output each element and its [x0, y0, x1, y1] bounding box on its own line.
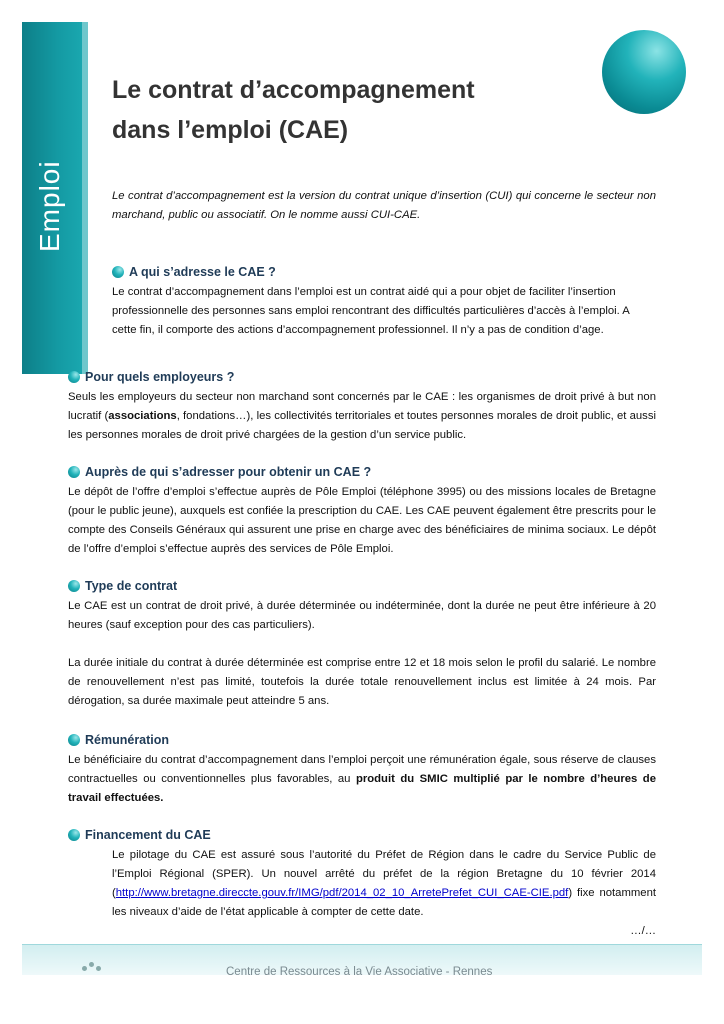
page-title [112, 70, 592, 150]
arrete-link[interactable]: http://www.bretagne.direccte.gouv.fr/IMG/pdf/2014_02_10_ArretePrefet_CUI_CAE-CIE.pdf [115, 887, 569, 899]
text-part: Seuls les employeurs du secteur non marchand sont concernés par le CAE : les organismes de droit privé à but non lucratif ( [68, 391, 656, 422]
bullet-icon [68, 371, 80, 383]
text-bold: associations [108, 410, 177, 422]
bullet-icon [68, 466, 80, 478]
intro-paragraph: Le contrat d’accompagnement est la version du contrat unique d’insertion (CUI) qui concerne le secteur non marchand, public ou associatif. On le nomme aussi CUI-CAE. [112, 190, 656, 221]
section-heading-text: Type de contrat [85, 579, 178, 593]
section-text-type-2: La durée initiale du contrat à durée déterminée est comprise entre 12 et 18 mois selon le profil du salarié. Le nombre de renouvellement n’est pas limité, toutefois la durée totale renouvellement inclus est limitée à 24 mois. Par dérogation, sa durée maximale peut atteindre 5 ans. [68, 657, 656, 707]
section-text-financement [112, 846, 656, 922]
footer-text: Centre de Ressources à la Vie Associative - Rennes [226, 966, 493, 978]
section-heading-type [68, 577, 177, 595]
section-text-type-1: Le CAE est un contrat de droit privé, à durée déterminée ou indéterminée, dont la durée ne peut être inférieure à 20 heures (sauf exception pour des cas particuliers). [68, 600, 656, 631]
bullet-icon [68, 580, 80, 592]
section-heading-employeurs [68, 368, 234, 386]
text-bold: produit du SMIC multiplié par le nombre d’heures de travail effectuées. [68, 773, 656, 804]
section-heading-text: A qui s’adresse le CAE ? [129, 265, 276, 279]
sidebar-band [22, 22, 82, 374]
title-line-1: Le contrat d’accompagnement [112, 76, 475, 104]
section-heading-text: Pour quels employeurs ? [85, 370, 235, 384]
footer-logo-icon [80, 960, 104, 974]
section-heading-a-qui [112, 263, 276, 281]
decorative-sphere-icon [602, 30, 686, 114]
text-part: Le bénéficiaire du contrat d’accompagnement dans l’emploi perçoit une rémunération égale, sous réserve de clauses contractuelles ou conventionnelles plus favorables, au [68, 754, 656, 785]
section-heading-financement [68, 826, 211, 844]
section-heading-text: Financement du CAE [85, 828, 211, 842]
section-heading-aupres [68, 463, 371, 481]
bullet-icon [68, 829, 80, 841]
section-text-a-qui: Le contrat d’accompagnement dans l’emploi est un contrat aidé qui a pour objet de faciliter l’insertion professionnelle des personnes sans emploi rencontrant des difficultés particulières d’accès à l’emploi. A cette fin, il comporte des actions d’accompagnement professionnel. Il n’y a pas de condition d’age. [112, 286, 630, 336]
continued-marker: …/… [630, 925, 656, 937]
text-part: , fondations…), les collectivités territoriales et toutes personnes morales de droit public, et aussi les personnes morales de droit privé chargées de la gestion d’un service public. [68, 410, 656, 441]
bullet-icon [68, 734, 80, 746]
bullet-icon [112, 266, 124, 278]
section-heading-remuneration [68, 731, 169, 749]
sidebar-label: Emploi [34, 160, 65, 252]
text-part: ) fixe notamment les niveaux d’aide de l’état applicable à compter de cette date. [112, 887, 656, 918]
section-heading-text: Auprès de qui s’adresser pour obtenir un CAE ? [85, 465, 372, 479]
title-line-2: dans l’emploi (CAE) [112, 116, 349, 144]
text-part: Le pilotage du CAE est assuré sous l’autorité du Préfet de Région dans le cadre du Service Public de l’Emploi Régional (SPER). Un nouvel arrêté du préfet de la région Bretagne du 10 février 2014 ( [112, 849, 656, 899]
section-text-employeurs [68, 388, 656, 445]
section-text-aupres: Le dépôt de l’offre d’emploi s’effectue auprès de Pôle Emploi (téléphone 3995) ou des missions locales de Bretagne (pour le public jeune), auxquels est confiée la prescription du CAE. Les CAE peuvent également être prescrits pour le compte des Conseils Généraux qui assurent une prise en charge avec des bénéficiaires de minima sociaux. Le dépôt de l’offre d’emploi s’effectue auprès des services de Pôle Emploi. [68, 486, 656, 555]
section-text-remuneration [68, 751, 656, 808]
section-heading-text: Rémunération [85, 733, 170, 747]
